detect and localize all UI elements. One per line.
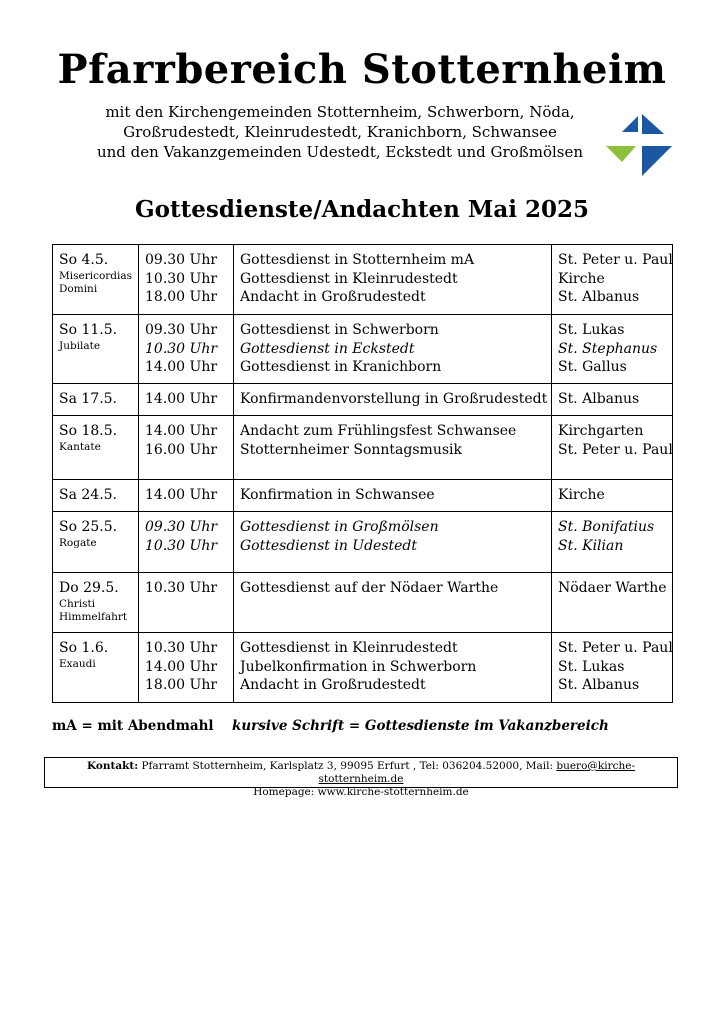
schedule-row xyxy=(53,633,673,703)
place-label: St. Peter u. Paul xyxy=(558,441,673,458)
event-label: Andacht in Großrudestedt xyxy=(240,677,426,693)
time-label: 09.30 Uhr xyxy=(145,322,218,338)
place-label: St. Gallus xyxy=(558,359,627,375)
schedule-row xyxy=(53,512,673,573)
time-cell xyxy=(139,384,234,416)
event-cell xyxy=(234,480,552,512)
event-cell xyxy=(234,573,552,633)
place-cell xyxy=(552,315,673,384)
event-label: Gottesdienst in Stotternheim mA xyxy=(240,252,475,268)
time-label: 10.30 Uhr xyxy=(145,270,218,287)
place-label: St. Lukas xyxy=(558,322,625,338)
place-label: St. Lukas xyxy=(558,658,625,675)
day-label: Sa 17.5. xyxy=(59,391,118,407)
place-label: Kirche xyxy=(558,487,605,503)
event-label: Andacht zum Frühlingsfest Schwansee xyxy=(240,423,517,439)
day-cell xyxy=(53,384,139,416)
day-cell xyxy=(53,480,139,512)
day-label: Do 29.5. xyxy=(59,580,119,596)
place-label: Kirche xyxy=(558,270,605,287)
day-cell xyxy=(53,633,139,703)
place-label: St. Peter u. Paul xyxy=(558,640,673,656)
day-cell xyxy=(53,573,139,633)
place-label: St. Albanus xyxy=(558,677,640,693)
time-label: 10.30 Uhr xyxy=(145,537,218,554)
contact-email-link[interactable]: buero@kirche-stotternheim.de xyxy=(318,760,636,785)
event-label: Gottesdienst in Kranichborn xyxy=(240,359,442,375)
place-cell xyxy=(552,633,673,703)
event-label: Gottesdienst in Großmölsen xyxy=(240,519,439,535)
sunday-name: Kantate xyxy=(59,440,101,453)
place-label: Kirchgarten xyxy=(558,423,644,439)
sunday-name: Misericordias xyxy=(59,269,133,282)
cross-logo-icon xyxy=(604,110,676,182)
time-cell xyxy=(139,480,234,512)
time-label: 10.30 Uhr xyxy=(145,580,218,596)
time-cell xyxy=(139,315,234,384)
event-label: Gottesdienst in Kleinrudestedt xyxy=(240,270,458,287)
contact-box xyxy=(44,757,678,798)
time-label: 18.00 Uhr xyxy=(145,677,218,693)
time-label: 10.30 Uhr xyxy=(145,340,218,357)
page-title: Pfarrbereich Stotternheim xyxy=(57,46,667,93)
sunday-name: Rogate xyxy=(59,536,97,549)
schedule-row xyxy=(53,315,673,384)
place-label: St. Bonifatius xyxy=(558,519,655,535)
sunday-name: Exaudi xyxy=(59,657,96,670)
event-cell xyxy=(234,245,552,315)
day-label: So 1.6. xyxy=(59,640,109,656)
event-cell xyxy=(234,512,552,573)
time-label: 14.00 Uhr xyxy=(145,359,218,375)
time-label: 14.00 Uhr xyxy=(145,487,218,503)
subtitle-line-1: mit den Kirchengemeinden Stotternheim, Schwerborn, Nöda, xyxy=(105,103,575,121)
day-cell xyxy=(53,315,139,384)
contact-line xyxy=(45,760,677,786)
place-label: St. Stephanus xyxy=(558,340,658,357)
event-cell xyxy=(234,416,552,480)
subtitle-line-2: Großrudestedt, Kleinrudestedt, Kranichborn, Schwansee xyxy=(123,123,557,141)
day-cell xyxy=(53,416,139,480)
legend-italic: kursive Schrift = Gottesdienste im Vakanzbereich xyxy=(232,718,609,734)
schedule-row xyxy=(53,245,673,315)
place-cell xyxy=(552,416,673,480)
day-cell xyxy=(53,512,139,573)
event-label: Gottesdienst auf der Nödaer Warthe xyxy=(240,580,499,596)
schedule-row xyxy=(53,573,673,633)
day-label: So 18.5. xyxy=(59,423,118,439)
time-label: 14.00 Uhr xyxy=(145,423,218,439)
time-cell xyxy=(139,245,234,315)
schedule-row xyxy=(53,384,673,416)
legend-abendmahl: mA = mit Abendmahl xyxy=(52,718,214,734)
time-label: 18.00 Uhr xyxy=(145,289,218,305)
day-label: So 4.5. xyxy=(59,252,109,268)
event-label: Gottesdienst in Udestedt xyxy=(240,537,418,554)
day-label: Sa 24.5. xyxy=(59,487,118,503)
place-label: St. Kilian xyxy=(558,537,624,554)
schedule-row xyxy=(53,480,673,512)
place-cell xyxy=(552,573,673,633)
event-label: Gottesdienst in Schwerborn xyxy=(240,322,439,338)
contact-label: Kontakt: xyxy=(86,760,139,772)
place-cell xyxy=(552,384,673,416)
event-label: Andacht in Großrudestedt xyxy=(240,289,426,305)
time-label: 14.00 Uhr xyxy=(145,658,218,675)
day-label: So 25.5. xyxy=(59,519,118,535)
day-label: So 11.5. xyxy=(59,322,118,338)
subtitle-line-3: und den Vakanzgemeinden Udestedt, Eckstedt und Großmölsen xyxy=(96,143,584,161)
event-label: Konfirmandenvorstellung in Großrudestedt xyxy=(240,391,548,407)
time-label: 10.30 Uhr xyxy=(145,640,218,656)
time-cell xyxy=(139,416,234,480)
event-label: Gottesdienst in Eckstedt xyxy=(240,340,415,357)
event-label: Jubelkonfirmation in Schwerborn xyxy=(240,658,477,675)
day-cell xyxy=(53,245,139,315)
place-cell xyxy=(552,512,673,573)
event-cell xyxy=(234,315,552,384)
event-cell xyxy=(234,633,552,703)
contact-text: Pfarramt Stotternheim, Karlsplatz 3, 99095 Erfurt , Tel: 036204.52000, Mail: xyxy=(141,760,554,772)
event-label: Konfirmation in Schwansee xyxy=(240,487,435,503)
place-label: Nödaer Warthe xyxy=(558,580,667,596)
time-label: 16.00 Uhr xyxy=(145,441,218,458)
contact-homepage: Homepage: www.kirche-stotternheim.de xyxy=(253,786,469,798)
place-cell xyxy=(552,480,673,512)
place-label: St. Peter u. Paul xyxy=(558,252,673,268)
place-label: St. Albanus xyxy=(558,289,640,305)
time-label: 09.30 Uhr xyxy=(145,519,218,535)
event-label: Gottesdienst in Kleinrudestedt xyxy=(240,640,458,656)
place-label: St. Albanus xyxy=(558,391,640,407)
time-cell xyxy=(139,573,234,633)
event-label: Stotternheimer Sonntagsmusik xyxy=(240,441,462,458)
time-label: 14.00 Uhr xyxy=(145,391,218,407)
time-cell xyxy=(139,512,234,573)
sunday-name: Christi xyxy=(59,597,96,610)
schedule-row xyxy=(53,416,673,480)
place-cell xyxy=(552,245,673,315)
sunday-name: Himmelfahrt xyxy=(59,610,128,623)
event-cell xyxy=(234,384,552,416)
time-label: 09.30 Uhr xyxy=(145,252,218,268)
time-cell xyxy=(139,633,234,703)
sunday-name: Domini xyxy=(59,282,98,295)
schedule-heading: Gottesdienste/Andachten Mai 2025 xyxy=(135,196,589,223)
sunday-name: Jubilate xyxy=(59,339,101,352)
schedule-table xyxy=(52,244,673,703)
